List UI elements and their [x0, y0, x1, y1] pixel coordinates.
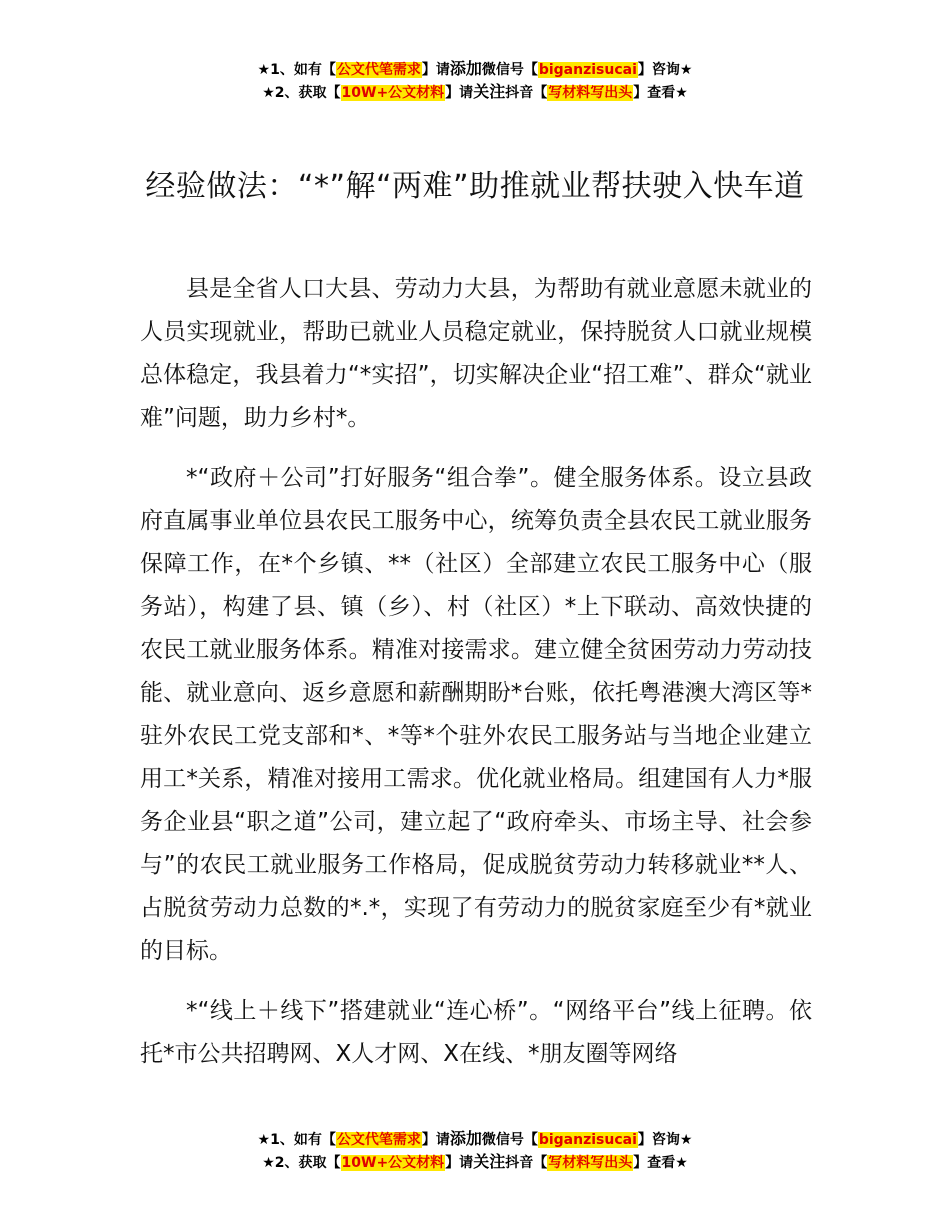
banner-text: 微信号【 [481, 62, 538, 78]
banner-text: 】咨询★ [637, 62, 693, 78]
banner-highlight-materials: 10W+公文材料 [341, 1155, 445, 1171]
banner-text: 】请 [445, 1155, 474, 1171]
banner-line-1 [0, 58, 950, 81]
banner-emphasis: 关注 [473, 1152, 506, 1171]
banner-highlight-materials: 10W+公文材料 [341, 85, 445, 101]
banner-emphasis: 添加 [449, 59, 482, 78]
paragraph-intro: 县是全省人口大县、劳动力大县，为帮助有就业意愿未就业的人员实现就业，帮助已就业人员稳定就业，保持脱贫人口就业规模总体稳定，我县着力“*实招”，切实解决企业“招工难”、群众“就业难”问题，助力乡村*。 [140, 276, 812, 431]
banner-line-1 [0, 1128, 950, 1151]
banner-line-2 [0, 1151, 950, 1174]
banner-text: 】查看★ [633, 85, 688, 101]
banner-text: 】查看★ [633, 1155, 688, 1171]
paragraph-government-company: *“政府＋公司”打好服务“组合拳”。健全服务体系。设立县政府直属事业单位县农民工服务中心，统筹负责全县农民工就业服务保障工作，在*个乡镇、**（社区）全部建立农民工服务中心（服务站），构建了县、镇（乡）、村（社区）*上下联动、高效快捷的农民工就业服务体系。精准对接需求。建立健全贫困劳动力劳动技能、就业意向、返乡意愿和薪酬期盼*台账，依托粤港澳大湾区等*驻外农民工党支部和*、*等*个驻外农民工服务站与当地企业建立用工*关系，精准对接用工需求。优化就业格局。组建国有人力*服务企业县“职之道”公司，建立起了“政府牵头、市场主导、社会参与”的农民工就业服务工作格局，促成脱贫劳动力转移就业**人、占脱贫劳动力总数的*.*，实现了有劳动力的脱贫家庭至少有*就业的目标。 [140, 465, 813, 964]
banner-text: ★1、如有【 [257, 62, 336, 78]
banner-highlight-wechat: biganzisucai [538, 62, 637, 78]
paragraph-online-offline: *“线上＋线下”搭建就业“连心桥”。“网络平台”线上征聘。依托*市公共招聘网、X人才网、X在线、*朋友圈等网络 [140, 998, 812, 1067]
banner-text: ★1、如有【 [257, 1132, 336, 1148]
banner-text: 】请 [421, 62, 450, 78]
document-title: 经验做法：“*”解“两难”助推就业帮扶驶入快车道 [145, 169, 805, 204]
banner-text: 微信号【 [481, 1132, 538, 1148]
banner-highlight-douyin: 写材料写出头 [548, 1155, 633, 1171]
banner-highlight-service: 公文代笔需求 [336, 62, 421, 78]
banner-emphasis: 添加 [449, 1129, 482, 1148]
banner-text: 抖音【 [505, 1155, 548, 1171]
banner-emphasis: 关注 [473, 82, 506, 101]
banner-text: 】请 [445, 85, 474, 101]
banner-highlight-service: 公文代笔需求 [336, 1132, 421, 1148]
top-banner [0, 58, 950, 104]
banner-line-2 [0, 81, 950, 104]
banner-text: ★2、获取【 [262, 85, 341, 101]
banner-text: 抖音【 [505, 85, 548, 101]
banner-highlight-wechat: biganzisucai [538, 1132, 637, 1148]
banner-text: 】请 [421, 1132, 450, 1148]
banner-text: 】咨询★ [637, 1132, 693, 1148]
banner-highlight-douyin: 写材料写出头 [548, 85, 633, 101]
banner-text: ★2、获取【 [262, 1155, 341, 1171]
document-body [140, 268, 812, 1093]
bottom-banner [0, 1128, 950, 1174]
